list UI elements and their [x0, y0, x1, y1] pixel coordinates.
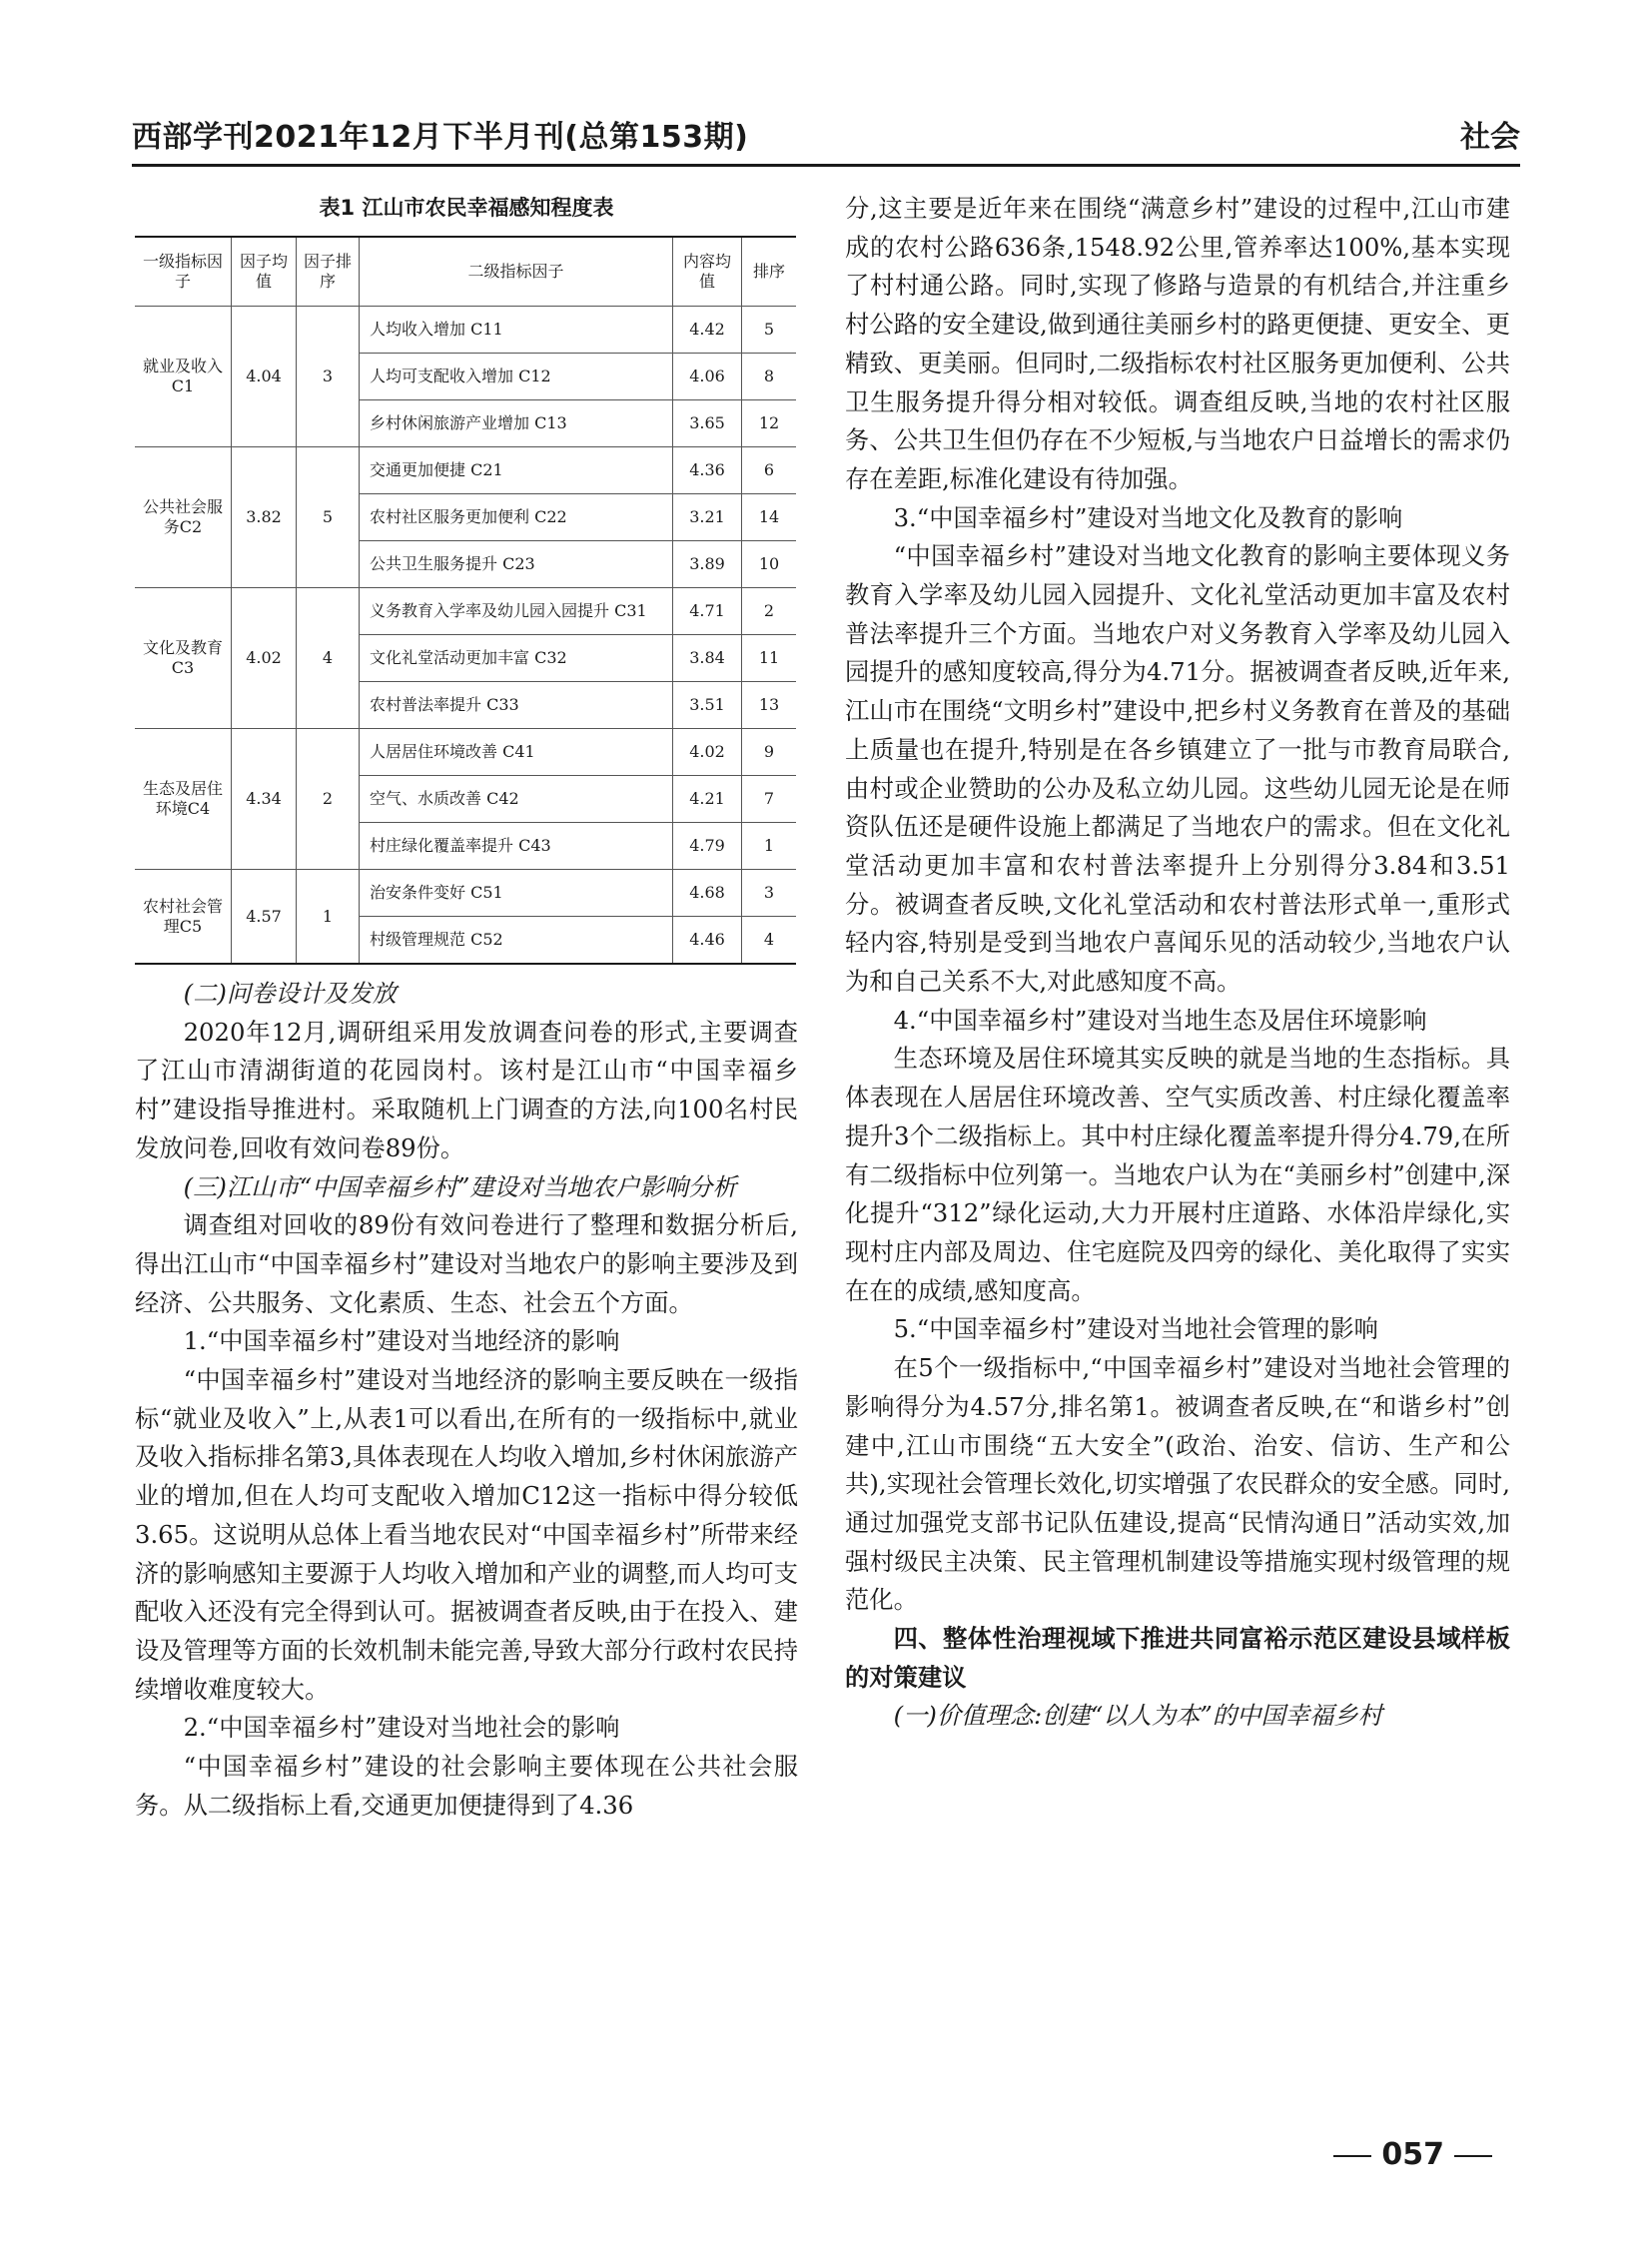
- body-paragraph: 分,这主要是近年来在围绕“满意乡村”建设的过程中,江山市建成的农村公路636条,1548.92公里,管养率达100%,基本实现了村村通公路。同时,实现了修路与造景的有机结合,并注重乡村公路的安全建设,做到通往美丽乡村的路更便捷、更安全、更精致、更美丽。但同时,二级指标农村社区服务更加便利、公共卫生服务提升得分相对较低。调查组反映,当地的农村社区服务、公共卫生但仍存在不少短板,与当地农户日益增长的需求仍存在差距,标准化建设有待加强。: [845, 194, 1510, 493]
- table-cell: 文化礼堂活动更加丰富 C32: [360, 635, 673, 682]
- page-number: 057: [1381, 2137, 1444, 2172]
- body-paragraph: 3.“中国幸福乡村”建设对当地文化及教育的影响: [893, 502, 1403, 532]
- body-paragraph: “中国幸福乡村”建设对当地经济的影响主要反映在一级指标“就业及收入”上,从表1可以看出,在所有的一级指标中,就业及收入指标排名第3,具体表现在人均收入增加,乡村休闲旅游产业的增加,但在人均可支配收入增加C12这一指标中得分较低3.65。这说明从总体上看当地农民对“中国幸福乡村”所带来经济的影响感知主要源于人均收入增加和产业的调整,而人均可支配收入还没有完全得到认可。据被调查者反映,由于在投入、建设及管理等方面的长效机制未能完善,导致大部分行政村农民持续增收难度较大。: [135, 1365, 798, 1704]
- table-row: [135, 729, 796, 776]
- table-cell: 文化及教育C3: [135, 588, 232, 729]
- body-paragraph: 2020年12月,调研组采用发放调查问卷的形式,主要调查了江山市清湖街道的花园岗村。该村是江山市“中国幸福乡村”建设指导推进村。采取随机上门调查的方法,向100名村民发放问卷,回收有效问卷89份。: [135, 1017, 798, 1162]
- table-cell: 乡村休闲旅游产业增加 C13: [360, 400, 673, 447]
- table-cell: 公共卫生服务提升 C23: [360, 541, 673, 588]
- table-cell: 10: [742, 541, 797, 588]
- body-paragraph: 5.“中国幸福乡村”建设对当地社会管理的影响: [893, 1314, 1378, 1344]
- table-cell: 4.21: [673, 776, 742, 823]
- table-header-row: [135, 237, 796, 307]
- table-row: [135, 447, 796, 494]
- left-text: [135, 975, 798, 1825]
- table-cell: 3: [297, 307, 360, 447]
- folio-dash-right: [1454, 2155, 1492, 2157]
- table-cell: 就业及收入C1: [135, 307, 232, 447]
- body-paragraph: 调查组对回收的89份有效问卷进行了整理和数据分析后,得出江山市“中国幸福乡村”建设对当地农户的影响主要涉及到经济、公共服务、文化素质、生态、社会五个方面。: [135, 1210, 798, 1317]
- table-cell: 4.46: [673, 917, 742, 965]
- table-cell: 农村社区服务更加便利 C22: [360, 494, 673, 541]
- table-cell: 公共社会服务C2: [135, 447, 232, 588]
- table-cell: 人均可支配收入增加 C12: [360, 354, 673, 400]
- table-cell: 4.79: [673, 823, 742, 870]
- right-text: [845, 190, 1510, 1736]
- body-paragraph: 1.“中国幸福乡村”建设对当地经济的影响: [183, 1326, 620, 1356]
- table-cell: 14: [742, 494, 797, 541]
- table-cell: 11: [742, 635, 797, 682]
- table-cell: 2: [297, 729, 360, 870]
- body-paragraph: 生态环境及居住环境其实反映的就是当地的生态指标。具体表现在人居居住环境改善、空气实质改善、村庄绿化覆盖率提升3个二级指标上。其中村庄绿化覆盖率提升得分4.79,在所有二级指标中位列第一。当地农户认为在“美丽乡村”创建中,深化提升“312”绿化运动,大力开展村庄道路、水体沿岸绿化,实现村庄内部及周边、住宅庭院及四旁的绿化、美化取得了实实在在的成绩,感知度高。: [845, 1044, 1510, 1305]
- table-cell: 村庄绿化覆盖率提升 C43: [360, 823, 673, 870]
- body-paragraph: 2.“中国幸福乡村”建设对当地社会的影响: [183, 1713, 620, 1743]
- table-cell: 人居居住环境改善 C41: [360, 729, 673, 776]
- page-number-area: [1323, 2137, 1502, 2172]
- table-cell: 6: [742, 447, 797, 494]
- table-header-cell: 一级指标因子: [135, 237, 232, 307]
- journal-title: 西部学刊2021年12月下半月刊(总第153期): [132, 120, 749, 155]
- happiness-table: [135, 236, 796, 965]
- table-cell: 交通更加便捷 C21: [360, 447, 673, 494]
- table-cell: 5: [742, 307, 797, 354]
- table-cell: 4: [297, 588, 360, 729]
- table-cell: 3.84: [673, 635, 742, 682]
- table-cell: 村级管理规范 C52: [360, 917, 673, 965]
- table-cell: 3.51: [673, 682, 742, 729]
- table-cell: 4.68: [673, 870, 742, 917]
- table-row: [135, 307, 796, 354]
- table-header-cell: 内容均值: [673, 237, 742, 307]
- table-cell: 农村社会管理C5: [135, 870, 232, 965]
- table-cell: 治安条件变好 C51: [360, 870, 673, 917]
- table-cell: 农村普法率提升 C33: [360, 682, 673, 729]
- table-cell: 3.21: [673, 494, 742, 541]
- table-cell: 4.04: [232, 307, 297, 447]
- table-cell: 8: [742, 354, 797, 400]
- table-cell: 3.82: [232, 447, 297, 588]
- table-cell: 生态及居住环境C4: [135, 729, 232, 870]
- table-cell: 4.34: [232, 729, 297, 870]
- table-cell: 4.06: [673, 354, 742, 400]
- section-heading: (二)问卷设计及发放: [183, 979, 397, 1008]
- folio-dash-left: [1333, 2155, 1371, 2157]
- section-heading: (一)价值理念:创建“以人为本”的中国幸福乡村: [893, 1701, 1382, 1731]
- table-body: [135, 307, 796, 965]
- table-cell: 9: [742, 729, 797, 776]
- table-header-cell: 因子均值: [232, 237, 297, 307]
- table-header-cell: 因子排序: [297, 237, 360, 307]
- left-column: [135, 190, 798, 1825]
- table-caption: 表1 江山市农民幸福感知程度表: [319, 196, 614, 220]
- table-row: [135, 588, 796, 635]
- running-header: [132, 108, 1520, 167]
- section-heading: 四、整体性治理视域下推进共同富裕示范区建设县域样板的对策建议: [845, 1624, 1510, 1692]
- body-paragraph: “中国幸福乡村”建设的社会影响主要体现在公共社会服务。从二级指标上看,交通更加便捷得到了4.36: [135, 1752, 798, 1820]
- table-cell: 4: [742, 917, 797, 965]
- table-cell: 3: [742, 870, 797, 917]
- table-header-cell: 二级指标因子: [360, 237, 673, 307]
- body-paragraph: 在5个一级指标中,“中国幸福乡村”建设对当地社会管理的影响得分为4.57分,排名第1。被调查者反映,在“和谐乡村”创建中,江山市围绕“五大安全”(政治、治安、信访、生产和公共),实现社会管理长效化,切实增强了农民群众的安全感。同时,通过加强党支部书记队伍建设,提高“民情沟通日”活动实效,加强村级民主决策、民主管理机制建设等措施实现村级管理的规范化。: [845, 1353, 1510, 1615]
- body-paragraph: 4.“中国幸福乡村”建设对当地生态及居住环境影响: [893, 1005, 1427, 1035]
- table-cell: 3.65: [673, 400, 742, 447]
- table-header-cell: 排序: [742, 237, 797, 307]
- table-cell: 空气、水质改善 C42: [360, 776, 673, 823]
- table-cell: 7: [742, 776, 797, 823]
- section-label: 社会: [1460, 120, 1520, 155]
- table-cell: 2: [742, 588, 797, 635]
- table-cell: 4.02: [673, 729, 742, 776]
- table-row: [135, 870, 796, 917]
- table-cell: 1: [297, 870, 360, 965]
- table-cell: 3.89: [673, 541, 742, 588]
- table-cell: 4.71: [673, 588, 742, 635]
- right-column: [845, 190, 1510, 1736]
- table-cell: 人均收入增加 C11: [360, 307, 673, 354]
- table-cell: 4.02: [232, 588, 297, 729]
- table-cell: 12: [742, 400, 797, 447]
- table-cell: 4.42: [673, 307, 742, 354]
- table-cell: 5: [297, 447, 360, 588]
- table-cell: 1: [742, 823, 797, 870]
- table-cell: 4.36: [673, 447, 742, 494]
- table-cell: 义务教育入学率及幼儿园入园提升 C31: [360, 588, 673, 635]
- table-cell: 4.57: [232, 870, 297, 965]
- section-heading: (三)江山市“中国幸福乡村”建设对当地农户影响分析: [183, 1171, 737, 1201]
- body-paragraph: “中国幸福乡村”建设对当地文化教育的影响主要体现义务教育入学率及幼儿园入园提升、文化礼堂活动更加丰富及农村普法率提升三个方面。当地农户对义务教育入学率及幼儿园入园提升的感知度较高,得分为4.71分。据被调查者反映,近年来,江山市在围绕“文明乡村”建设中,把乡村义务教育在普及的基础上质量也在提升,特别是在各乡镇建立了一批与市教育局联合,由村或企业赞助的公办及私立幼儿园。这些幼儿园无论是在师资队伍还是硬件设施上都满足了当地农户的需求。但在文化礼堂活动更加丰富和农村普法率提升上分别得分3.84和3.51分。被调查者反映,文化礼堂活动和农村普法形式单一,重形式轻内容,特别是受到当地农户喜闻乐见的活动较少,当地农户认为和自己关系不大,对此感知度不高。: [845, 541, 1510, 997]
- table-cell: 13: [742, 682, 797, 729]
